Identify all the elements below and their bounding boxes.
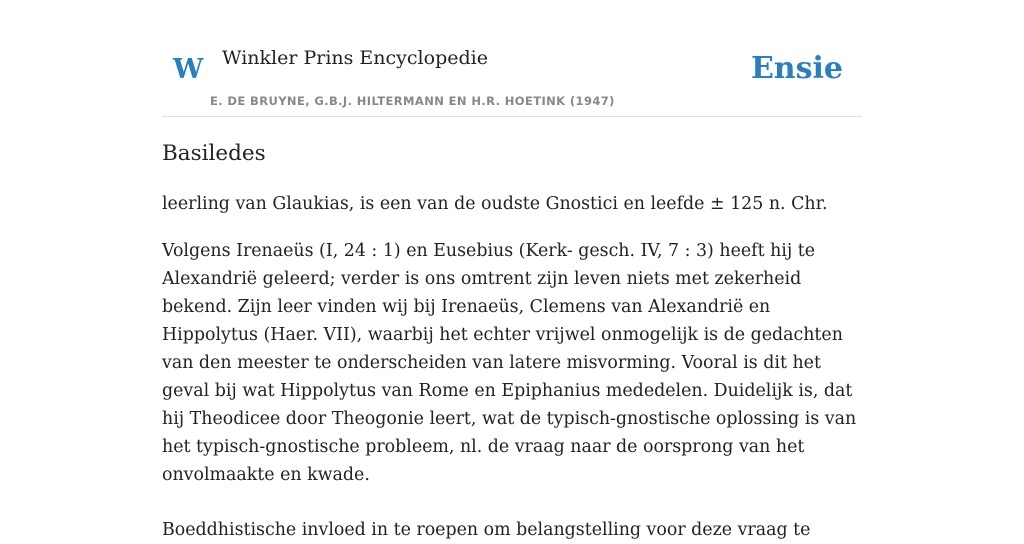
header <box>162 0 862 117</box>
article-paragraph: Boeddhistische invloed in te roepen om belangstelling voor deze vraag te <box>162 520 811 540</box>
article-paragraph: leerling van Glaukias, is een van de oudste Gnostici en leefde ± 125 n. Chr. <box>162 194 828 214</box>
publication-title[interactable]: Winkler Prins Encyclopedie <box>222 47 488 69</box>
article <box>162 138 864 544</box>
article-paragraph: Volgens Irenaeüs (I, 24 : 1) en Eusebius (Kerk- gesch. IV, 7 : 3) heeft hij te Alexandrië geleerd; verder is ons omtrent zijn leven niets met zekerheid bekend. Zijn leer vinden wij bij Irenaeüs, Clemens van Alexandrië en Hippolytus (Haer. VII), waarbij het echter vrijwel onmogelijk is de gedachten van den meester te onderscheiden van latere misvorming. Vooral is dit het geval bij wat Hippolytus van Rome en Epiphanius mededelen. Duidelijk is, dat hij Theodicee door Theogonie leert, wat de typisch-gnostische oplossing is van het typisch-gnostische probleem, nl. de vraag naar de oorsprong van het onvolmaakte en kwade. <box>162 241 857 485</box>
publication-authors: E. DE BRUYNE, G.B.J. HILTERMANN EN H.R. HOETINK (1947) <box>210 94 615 108</box>
ensie-brand-link[interactable]: Ensie <box>750 51 843 86</box>
winkler-prins-logo-icon: W <box>173 54 204 85</box>
article-title: Basiledes <box>162 141 266 166</box>
